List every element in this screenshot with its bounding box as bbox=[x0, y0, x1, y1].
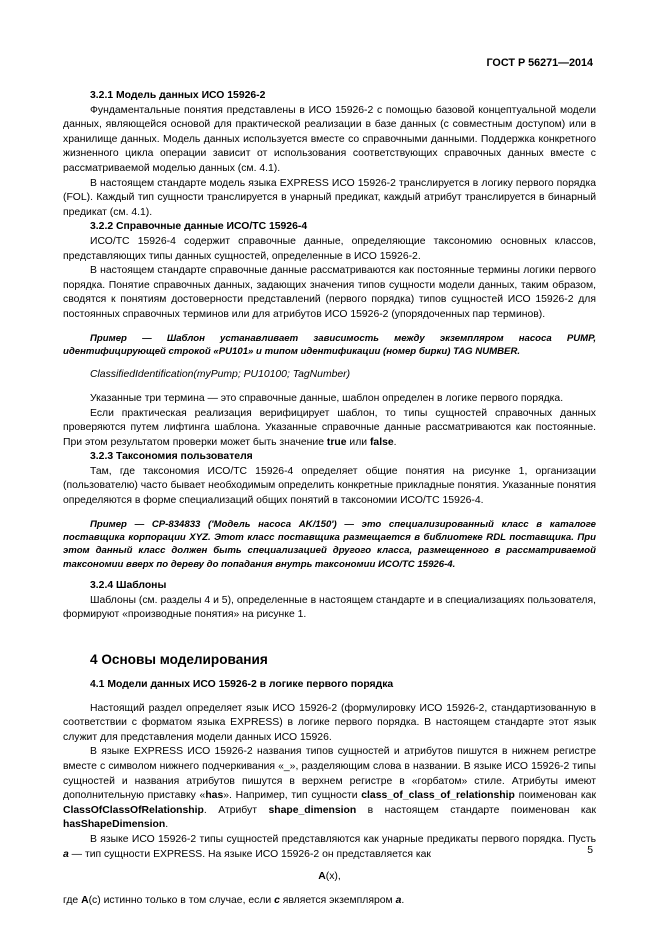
section-heading-3-2-3: 3.2.3 Таксономия пользователя bbox=[90, 451, 253, 463]
text-run: где bbox=[63, 894, 82, 906]
paragraph: В настоящем стандарте модель языка EXPRESS ИСО 15926-2 транслируется в логику первого порядка (FOL). Каждый тип сущности транслируется в унарный предикат, каждый атрибут транслируется в бинарный предикат (см. 4.1). bbox=[63, 177, 596, 218]
bold-term: has bbox=[205, 790, 224, 802]
paragraph bbox=[63, 894, 596, 909]
text-run: . bbox=[165, 819, 169, 831]
paragraph: Там, где таксономия ИСО/ТС 15926-4 определяет общие понятия на рисунке 1, организации (пользователю) часто бывает необходимым определить конкретные прикладные понятия. Указанные понятия определяются в форме специализаций общих понятий в таксономии ИСО/ТС 15926-4. bbox=[63, 465, 596, 507]
bold-term: hasShapeDimension bbox=[63, 819, 166, 831]
paragraph bbox=[63, 833, 596, 862]
paragraph bbox=[63, 407, 596, 451]
variable: c bbox=[274, 894, 280, 906]
example-note bbox=[63, 332, 596, 359]
bold-term: shape_dimension bbox=[268, 804, 357, 816]
section-heading-3-2-1: 3.2.1 Модель данных ИСО 15926-2 bbox=[90, 90, 266, 101]
text-run: . bbox=[401, 894, 405, 906]
page-number: 5 bbox=[587, 845, 593, 856]
text-run: или bbox=[346, 436, 370, 448]
document-body bbox=[63, 89, 596, 908]
code-expression: ClassifiedIdentification(myPump; PU10100; TagNumber) bbox=[90, 369, 351, 381]
text-run: в настоящем стандарте поименован как bbox=[356, 804, 597, 816]
section-heading-4: 4 Основы моделирования bbox=[90, 652, 268, 668]
paragraph: Фундаментальные понятия представлены в ИСО 15926-2 с помощью базовой концептуальной модели данных, являющейся основой для практической реализации в базе данных (с совместным доступом) или в хранилище данных. Модель данных используется вместе со справочными данными. Поддержка конкретного жизненного цикла операции зависит от использования соответствующих справочных данных вместе с рассматриваемой моделью данных (см. 4.1). bbox=[63, 104, 596, 174]
text-run: является экземпляром bbox=[279, 894, 396, 906]
example-text: Пример — Шаблон устанавливает зависимость между экземпляром насоса PUMP, идентифицирующей строкой «PU101» и типом идентификации (номер бирки) TAG NUMBER. bbox=[63, 332, 596, 357]
paragraph: Настоящий раздел определяет язык ИСО 15926-2 (формулировку ИСО 15926-2, стандартизованную в соответствии с форматом языка EXPRESS) в логике первого порядка. В настоящем стандарте этот язык служит для представления модели данных ИСО 15926. bbox=[63, 702, 596, 743]
paragraph: В настоящем стандарте справочные данные рассматриваются как постоянные термины логики первого порядка. Понятие справочных данных, задающих значения типов сущности модели данных, таким образом, сводятся к понятиям достоверности представлений (первого порядка) типов сущностей ИСО 15926-2 для постоянных справочных терминов или для атрибутов ИСО 15926-2 (упорядоченных пар терминов). bbox=[63, 265, 596, 320]
text-run: поименован как bbox=[514, 790, 596, 802]
formula-argument: (c) bbox=[88, 894, 101, 906]
paragraph: Шаблоны (см. разделы 4 и 5), определенные в настоящем стандарте и в специализациях пользователя, формируют «производные понятия» на рисунке 1. bbox=[63, 594, 596, 621]
variable: a bbox=[395, 894, 402, 906]
text-run: Если практическая реализация верифицирует шаблон, то типы сущностей справочных данных проверяются путем лифтинга шаблона. Указанные справочные данные рассматриваются как постоянные. При этом результатом проверки может быть значение bbox=[63, 407, 596, 448]
formula-argument: (x) bbox=[325, 871, 338, 883]
text-run: — тип сущности EXPRESS. На языке ИСО 15926-2 он представляется как bbox=[68, 848, 431, 860]
document-header-id: ГОСТ Р 56271—2014 bbox=[486, 57, 593, 69]
text-run: В языке ИСО 15926-2 типы сущностей представляются как унарные предикаты первого порядка. Пусть bbox=[90, 834, 596, 845]
section-heading-4-1: 4.1 Модели данных ИСО 15926-2 в логике первого порядка bbox=[90, 679, 394, 691]
text-run: . bbox=[393, 436, 397, 448]
section-heading-3-2-4: 3.2.4 Шаблоны bbox=[90, 580, 167, 592]
bold-term: class_of_class_of_relationship bbox=[361, 790, 515, 802]
variable: a bbox=[63, 848, 69, 860]
predicate: A bbox=[81, 894, 89, 906]
text-run: , bbox=[337, 871, 341, 883]
paragraph: ИСО/ТС 15926-4 содержит справочные данные, определяющие таксономию основных классов, представляющих типы данных сущностей, определенные в ИСО 15926-2. bbox=[63, 235, 596, 262]
text-run: истинно только в том случае, если bbox=[100, 894, 275, 906]
predicate: A bbox=[318, 871, 326, 883]
formula bbox=[63, 870, 596, 885]
example-text: Пример — CP-834833 ('Модель насоса AK/150') — это специализированный класс в каталоге поставщика корпорации XYZ. Этот класс поставщика размещается в библиотеке RDL поставщика. При этом данный класс должен быть специализацией другого класса, размещенного в рассматриваемой таксономии вверх по дереву до попадания внутрь таксономии ИСО/ТС 15926-4. bbox=[63, 518, 596, 570]
paragraph bbox=[63, 745, 596, 833]
text-run: ». Например, тип сущности bbox=[223, 790, 362, 802]
text-run: В языке EXPRESS ИСО 15926-2 названия типов сущностей и атрибутов пишутся в нижнем регистре вместе с символом нижнего подчеркивания «_», разделяющим слова в названии. В языке ИСО 15926-2 типы сущностей и названия атрибутов пишутся в верхнем регистре в «горбатом» стиле. Атрибуты имеют дополнительную приставку « bbox=[63, 746, 596, 802]
keyword-false: false bbox=[369, 436, 394, 448]
keyword-true: true bbox=[326, 436, 347, 448]
bold-term: ClassOfClassOfRelationship bbox=[63, 804, 204, 816]
section-heading-3-2-2: 3.2.2 Справочные данные ИСО/ТС 15926-4 bbox=[90, 221, 308, 233]
paragraph: Указанные три термина — это справочные данные, шаблон определен в логике первого порядка. bbox=[90, 392, 564, 404]
text-run: . Атрибут bbox=[203, 804, 269, 816]
example-note bbox=[63, 518, 596, 572]
